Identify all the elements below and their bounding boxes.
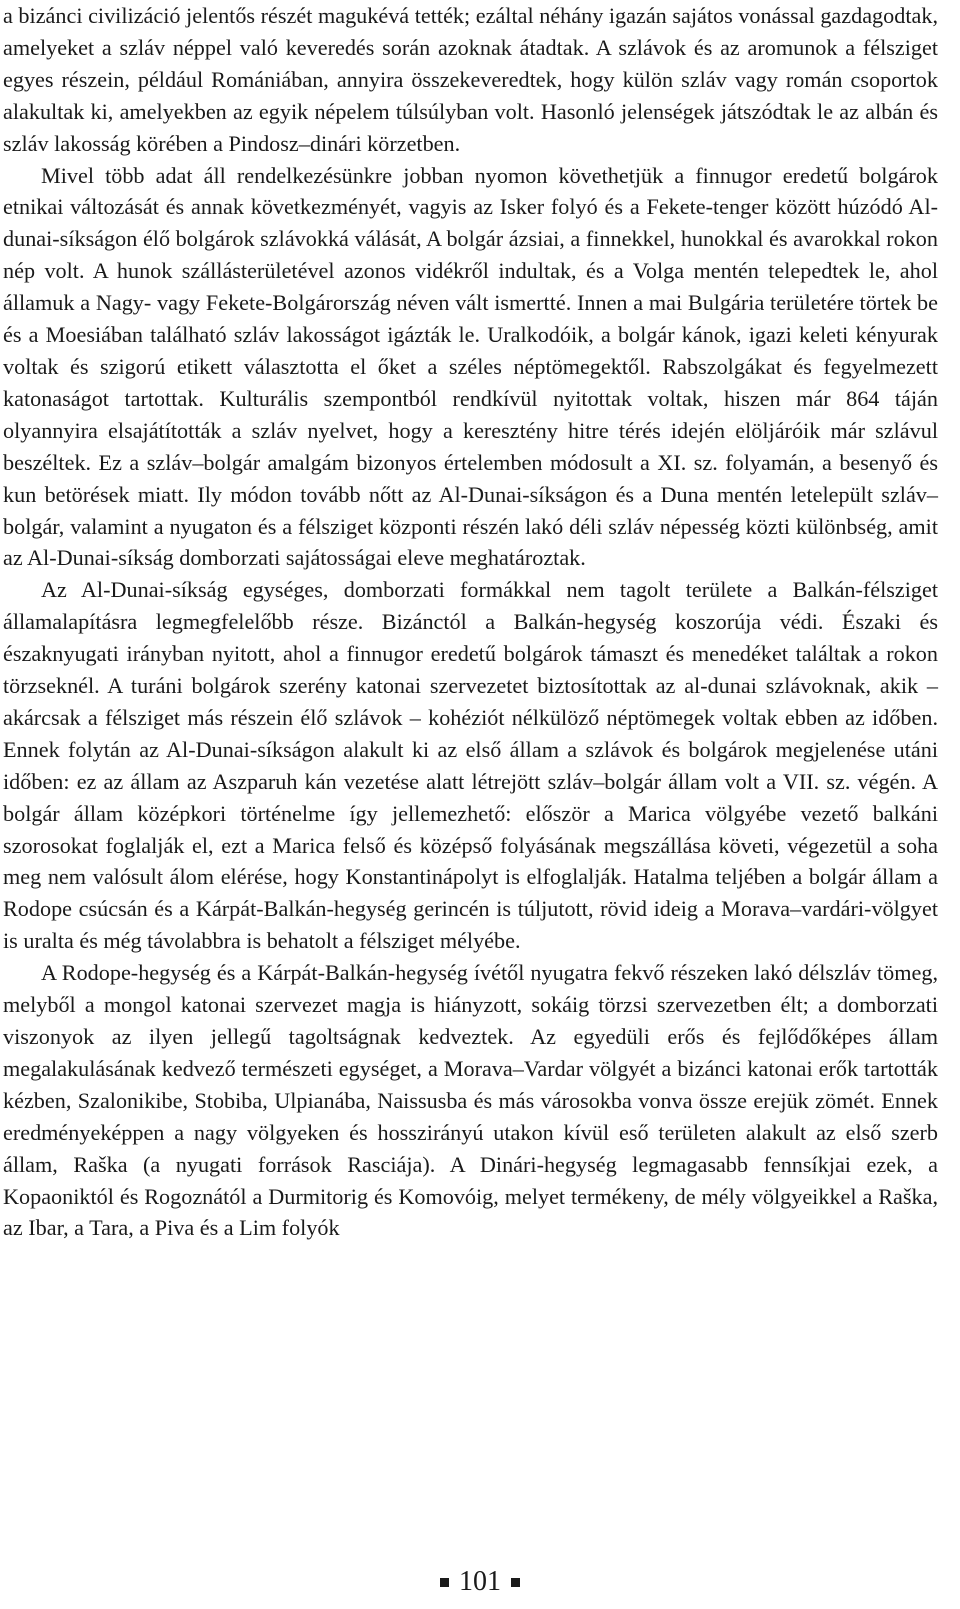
page-footer (0, 1566, 960, 1598)
paragraph-bolgarok: Mivel több adat áll rendelkezésünkre jobban nyomon követhetjük a finnugor eredetű bolgárok etnikai változását és annak következményét, vagyis az Isker folyó és a Fekete-tenger között húzódó Al-dunai-síkságon élő bolgárok szlávokká válását, A bolgár ázsiai, a finnekkel, hunokkal és avarokkal rokon nép volt. A hunok szállásterületével azonos vidékről indultak, és a Volga mentén telepedtek le, ahol államuk a Nagy- vagy Fekete-Bolgárország néven vált ismertté. Innen a mai Bulgária területére törtek be és a Moesiában található szláv lakosságot igázták le. Uralkodóik, a bolgár kánok, igazi keleti kényurak voltak és szigorú etikett választotta el őket a széles néptömegektől. Rabszolgákat és fegyelmezett katonaságot tartottak. Kulturális szempontból rendkívül nyitottak voltak, hiszen már 864 táján olyannyira elsajátították a szláv nyelvet, hogy a keresztény hitre térés idején elöljáróik már szlávul beszéltek. Ez a szláv–bolgár amalgám bizonyos értelemben módosult a XI. sz. folyamán, a besenyő és kun betörések miatt. Ily módon tovább nőtt az Al-Dunai-síkságon és a Duna mentén letelepült szláv–bolgár, valamint a nyugaton és a félsziget központi részén lakó déli szláv népesség közti különbség, amit az Al-Dunai-síkság domborzati sajátosságai eleve meghatároztak. (3, 162, 938, 571)
paragraph-continuation: a bizánci civilizáció jelentős részét magukévá tették; ezáltal néhány igazán sajátos vonással gazdagodtak, amelyeket a szláv néppel való keveredés során azoknak átadtak. A szlávok és az aromunok a félsziget egyes részein, például Romániában, annyira összekeveredtek, hogy külön szláv vagy román csoportok alakultak ki, amelyekben az egyik népelem túlsúlyban volt. Hasonló jelenségek játszódtak le az albán és szláv lakosság körében a Pindosz–dinári körzetben. (3, 3, 938, 156)
square-bullet-icon (440, 1578, 449, 1587)
page-body (3, 0, 938, 1244)
square-bullet-icon (511, 1578, 520, 1587)
page-number: 101 (459, 1566, 501, 1597)
paragraph-rodope: A Rodope-hegység és a Kárpát-Balkán-hegység ívétől nyugatra fekvő részeken lakó délszláv tömeg, melyből a mongol katonai szervezet magja is hiányzott, sokáig törzsi szervezetben élt; a domborzati viszonyok az ilyen jellegű tagoltságnak kedveztek. Az egyedüli erős és fejlődőképes állam megalakulásának kedvező természeti egységet, a Morava–Vardar völgyét a bizánci katonai erők tartották kézben, Szalonikibe, Stobiba, Ulpianába, Naissusba és más városokba vonva össze erejük zömét. Ennek eredményeképpen a nagy völgyeken és hosszirányú utakon kívül eső területen alakult az első szerb állam, Raška (a nyugati források Rasciája). A Dinári-hegység legmagasabb fennsíkjai ezek, a Kopaoniktól és Rogoznától a Durmitorig és Komovóig, melyet termékeny, de mély völgyeikkel a Raška, az Ibar, a Tara, a Piva és a Lim folyók (3, 960, 938, 1241)
paragraph-al-dunai-sikság: Az Al-Dunai-síkság egységes, domborzati formákkal nem tagolt területe a Balkán-félsziget államalapításra legmegfelelőbb része. Bizánctól a Balkán-hegység koszorúja védi. Északi és északnyugati irányban nyitott, ahol a finnugor eredetű bolgárok támaszt és menedéket találtak a rokon törzseknél. A turáni bolgárok szerény katonai szervezetet biztosítottak az al-dunai szlávoknak, akik – akárcsak a félsziget más részein élő szlávok – kohéziót nélkülöző néptömegek voltak ebben az időben. Ennek folytán az Al-Dunai-síkságon alakult ki az első állam a szlávok és bolgárok megjelenése utáni időben: ez az állam az Aszparuh kán vezetése alatt létrejött szláv–bolgár állam volt a VII. sz. végén. A bolgár állam középkori történelme így jellemezhető: először a Marica völgyébe vezető balkáni szorosokat foglalják el, ezt a Marica felső és középső folyásának megszállása követi, végezetül a soha meg nem valósult álom elérése, hogy Konstantinápolyt is elfoglalják. Hatalma teljében a bolgár állam a Rodope csúcsán és a Kárpát-Balkán-hegység gerincén is túljutott, rövid ideig a Morava–vardári-völgyet is uralta és még távolabbra is behatolt a félsziget mélyébe. (3, 577, 938, 954)
